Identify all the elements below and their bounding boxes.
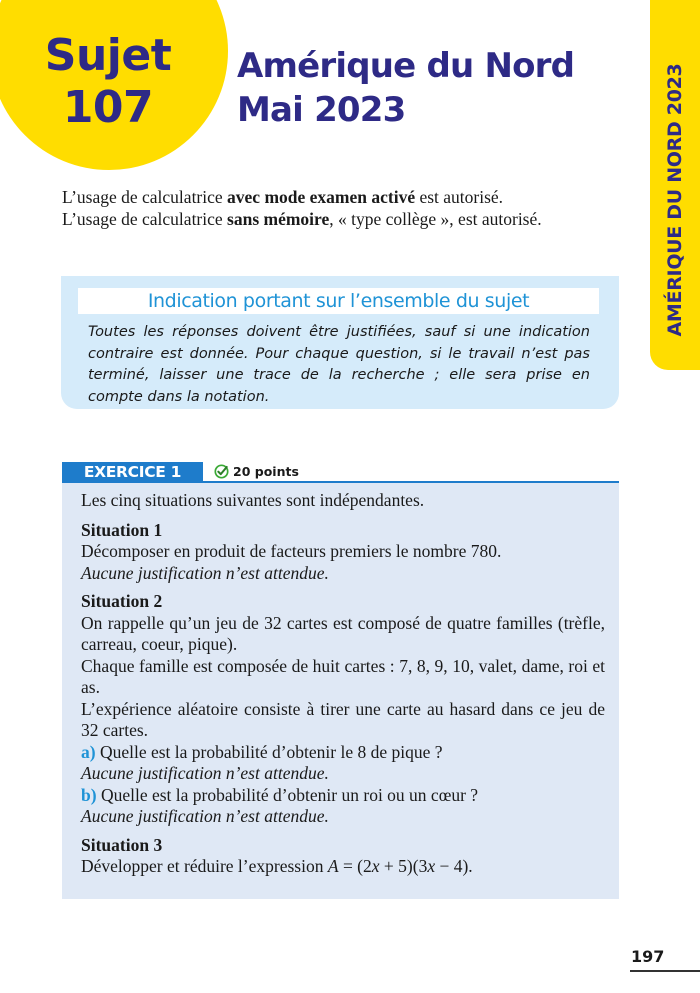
situation-paragraph: L’expérience aléatoire consiste à tirer une carte au hasard dans ce jeu de 32 cartes. — [81, 698, 605, 740]
situation-text: Décomposer en produit de facteurs premiers le nombre 780. — [81, 541, 502, 561]
exercise-box — [62, 483, 619, 899]
situation-3 — [81, 835, 605, 878]
question-b — [81, 785, 605, 807]
math-variable: x — [371, 856, 380, 876]
situation-text — [81, 856, 605, 878]
exercise-header — [62, 462, 619, 482]
math-variable: A — [327, 856, 339, 876]
exercise-intro: Les cinq situations suivantes sont indépendantes. — [81, 490, 425, 510]
math-segment: + 5)(3 — [379, 856, 428, 876]
indication-text: Toutes les réponses doivent être justifiées, sauf si une indication contraire est donnée. Pour chaque question, si le travail n’est pas terminé, laisser une trace de la recherche ; elle sera prise en compte dans la notation. — [88, 324, 590, 405]
situation-title: Situation 3 — [81, 834, 163, 855]
indication-box — [61, 276, 619, 409]
math-variable: x — [427, 856, 436, 876]
question-note: Aucune justification n’est attendue. — [81, 763, 329, 783]
sujet-word: Sujet — [44, 30, 172, 81]
indication-title: Indication portant sur l’ensemble du sujet — [78, 288, 599, 314]
rule-text: est autorisé. — [415, 187, 504, 207]
situation-title: Situation 1 — [81, 519, 163, 540]
rule-emphasis: avec mode examen activé — [227, 187, 416, 207]
question-label: a) — [81, 741, 96, 762]
page-title-line1: Amérique du Nord — [237, 46, 575, 86]
rule-text: L’usage de calculatrice — [62, 187, 228, 207]
side-tab — [650, 0, 700, 370]
situation-paragraph: Chaque famille est composée de huit cartes : 7, 8, 9, 10, valet, dame, roi et as. — [81, 655, 605, 697]
sujet-badge — [0, 30, 216, 134]
question-a — [81, 742, 605, 764]
situation-paragraph: On rappelle qu’un jeu de 32 cartes est composé de quatre familles (trèfle, carreau, coeur, pique). — [81, 612, 605, 654]
question-text: Quelle est la probabilité d’obtenir un roi ou un cœur ? — [96, 784, 479, 805]
situation-1 — [81, 520, 605, 585]
check-circle-icon — [214, 464, 229, 479]
situation-title: Situation 2 — [81, 591, 163, 611]
calculator-rules — [62, 186, 542, 230]
points-label: 20 points — [233, 463, 299, 479]
page-title — [237, 44, 574, 132]
math-segment: − 4). — [435, 856, 473, 876]
side-tab-label: AMÉRIQUE DU NORD 2023 — [664, 63, 686, 337]
page-number: 197 — [631, 947, 665, 966]
math-segment: = (2 — [338, 856, 372, 876]
page-number-rule — [630, 970, 700, 972]
rule-text: L’usage de calculatrice — [62, 209, 228, 229]
exercise-points — [214, 462, 299, 480]
rule-text: , « type collège », est autorisé. — [329, 209, 542, 229]
question-note: Aucune justification n’est attendue. — [81, 806, 329, 826]
text-segment: Développer et réduire l’expression — [81, 856, 328, 876]
calculator-rule-1 — [62, 186, 542, 208]
exercise-content — [81, 490, 605, 885]
rule-emphasis: sans mémoire — [227, 209, 330, 229]
calculator-rule-2 — [62, 208, 542, 230]
page-title-line2: Mai 2023 — [237, 90, 406, 130]
exercise-label: EXERCICE 1 — [62, 462, 203, 483]
question-label: b) — [81, 784, 97, 805]
situation-note: Aucune justification n’est attendue. — [81, 562, 329, 583]
sujet-number: 107 — [62, 82, 154, 133]
question-text: Quelle est la probabilité d’obtenir le 8 de pique ? — [95, 741, 443, 762]
situation-2 — [81, 591, 605, 828]
